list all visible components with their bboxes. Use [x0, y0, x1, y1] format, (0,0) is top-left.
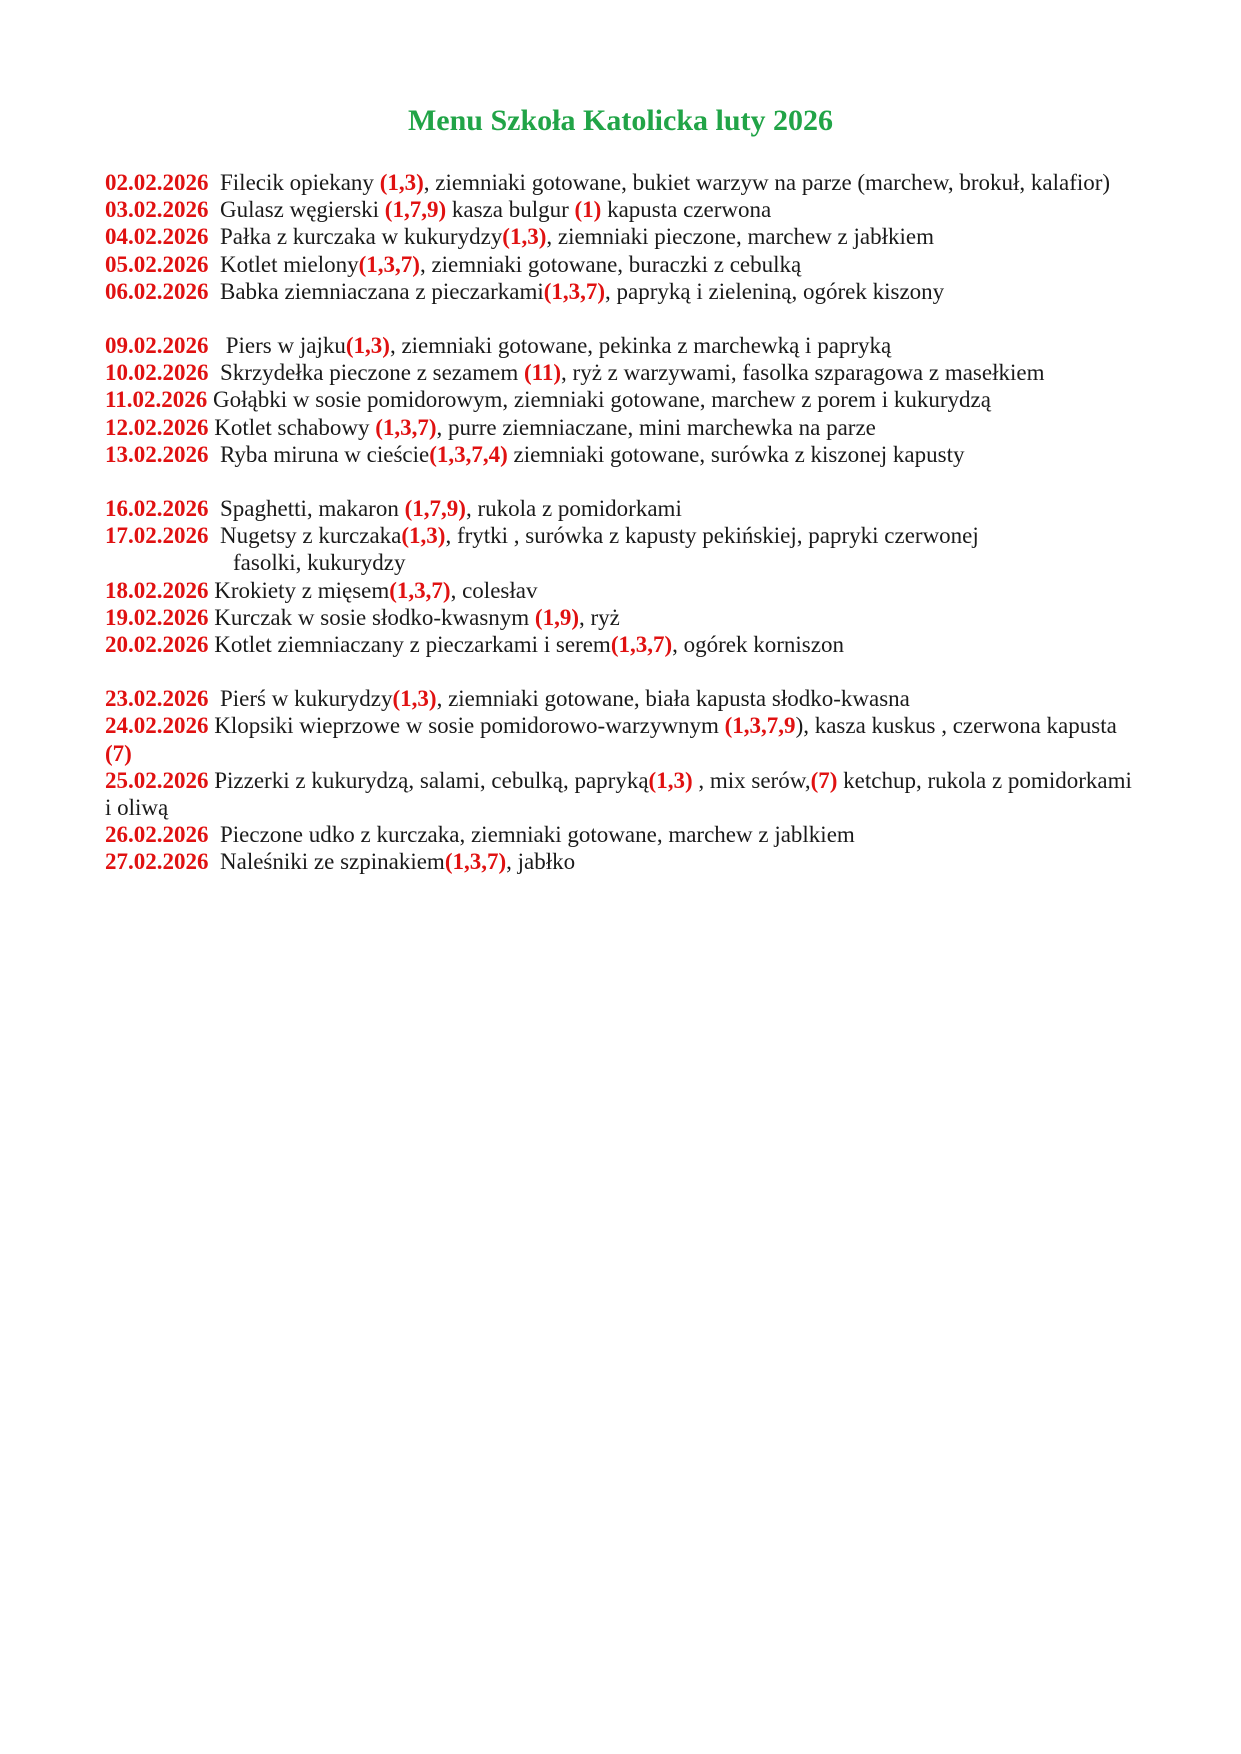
- dish-text: , ziemniaki gotowane, buraczki z cebulką: [419, 251, 802, 277]
- menu-entry: [105, 386, 1141, 413]
- allergen-codes: (1,3,7,4): [429, 441, 508, 467]
- entry-date: 26.02.2026: [105, 822, 209, 848]
- dish-text: , colesłav: [450, 577, 538, 603]
- allergen-codes: (1,7,9): [384, 197, 447, 223]
- allergen-codes: (1,3,7): [358, 251, 420, 277]
- dish-text: Kotlet schabowy: [214, 414, 376, 440]
- menu-entry: [105, 278, 1141, 305]
- dish-text: Kurczak w sosie słodko-kwasnym: [214, 604, 535, 630]
- entry-date: 02.02.2026: [105, 170, 209, 195]
- dish-text: Kotlet ziemniaczany z pieczarkami i serem: [214, 632, 611, 658]
- menu-list: [0, 169, 1241, 876]
- menu-entry: [105, 577, 1141, 604]
- dish-text: Pałka z kurczaka w kukurydzy: [220, 224, 503, 250]
- entry-date: 24.02.2026: [105, 713, 209, 739]
- entry-date: 20.02.2026: [105, 632, 209, 658]
- dish-text: ketchup, rukola z pomidorkami i oliwą: [105, 767, 1138, 821]
- dish-text: ), kasza kuskus , czerwona kapusta: [795, 713, 1123, 739]
- dish-text: Babka ziemniaczana z pieczarkami: [220, 278, 544, 304]
- dish-text: kapusta czerwona: [601, 197, 772, 223]
- dish-text: , ziemniaki gotowane, pekinka z marchewką i papryką: [389, 333, 892, 359]
- entry-continuation: fasolki, kukurydzy: [233, 550, 406, 576]
- entry-date: 13.02.2026: [105, 441, 209, 467]
- dish-text: , purre ziemniaczane, mini marchewka na parze: [436, 414, 876, 440]
- dish-text: Pierś w kukurydzy: [220, 686, 393, 712]
- allergen-codes: (1): [574, 197, 602, 223]
- menu-entry: [105, 169, 1141, 196]
- dish-text: Pizzerki z kukurydzą, salami, cebulką, papryką: [214, 767, 649, 793]
- dish-text: , papryką i zieleniną, ogórek kiszony: [605, 278, 945, 304]
- menu-entry: [105, 495, 1141, 522]
- menu-entry: [105, 196, 1141, 223]
- dish-text: Skrzydełka pieczone z sezamem: [220, 360, 524, 386]
- menu-entry: [105, 767, 1141, 821]
- dish-text: ziemniaki gotowane, surówka z kiszonej kapusty: [507, 441, 965, 467]
- entry-date: 23.02.2026: [105, 686, 209, 712]
- dish-text: Spaghetti, makaron: [220, 496, 405, 522]
- entry-date: 27.02.2026: [105, 849, 209, 875]
- menu-entry: [105, 441, 1141, 468]
- entry-date: 11.02.2026: [105, 387, 208, 413]
- dish-text: Pieczone udko z kurczaka, ziemniaki gotowane, marchew z jablkiem: [220, 822, 855, 848]
- allergen-codes: (1,9): [534, 604, 579, 630]
- allergen-codes: (1,3): [648, 767, 693, 793]
- page-title: Menu Szkoła Katolicka luty 2026: [407, 104, 834, 137]
- dish-text: Piers w jajku: [225, 333, 346, 359]
- dish-text: Filecik opiekany: [220, 170, 380, 195]
- allergen-codes: (1,3): [345, 333, 390, 359]
- menu-week-group: [105, 332, 1141, 468]
- menu-week-group: [105, 495, 1141, 658]
- entry-date: 18.02.2026: [105, 577, 209, 603]
- dish-text: , rukola z pomidorkami: [465, 496, 682, 522]
- dish-text: kasza bulgur: [446, 197, 575, 223]
- menu-entry: [105, 848, 1141, 875]
- dish-text: Ryba miruna w cieście: [220, 441, 430, 467]
- dish-text: Klopsiki wieprzowe w sosie pomidorowo-warzywnym: [214, 713, 725, 739]
- menu-entry: [105, 712, 1141, 766]
- dish-text: Krokiety z mięsem: [214, 577, 390, 603]
- entry-date: 09.02.2026: [105, 333, 209, 359]
- allergen-codes: (1,3,7): [444, 849, 507, 875]
- dish-text: , ziemniaki gotowane, bukiet warzyw na parze (marchew, brokuł, kalafior): [423, 170, 1111, 195]
- allergen-codes: (1,3,7): [610, 632, 673, 658]
- dish-text: Gołąbki w sosie pomidorowym, ziemniaki gotowane, marchew z porem i kukurydzą: [212, 387, 991, 413]
- allergen-codes: (1,3): [379, 170, 424, 195]
- dish-text: Kotlet mielony: [220, 251, 359, 277]
- dish-text: , ziemniaki pieczone, marchew z jabłkiem: [546, 224, 934, 250]
- menu-entry: [105, 251, 1141, 278]
- menu-week-group: [105, 169, 1141, 305]
- dish-text: , mix serów,: [692, 767, 811, 793]
- allergen-codes: (1,3,7): [389, 577, 451, 603]
- entry-date: 17.02.2026: [105, 523, 209, 549]
- dish-text: , ryż: [579, 604, 620, 630]
- dish-text: , ogórek korniszon: [672, 632, 844, 658]
- dish-text: , frytki , surówka z kapusty pekińskiej, papryki czerwonej: [445, 523, 979, 549]
- allergen-codes: (7): [105, 740, 132, 766]
- dish-text: Gulasz węgierski: [220, 197, 385, 223]
- menu-week-group: [105, 685, 1141, 875]
- dish-text: Naleśniki ze szpinakiem: [220, 849, 445, 875]
- menu-entry: [105, 522, 1141, 549]
- allergen-codes: (1,3,7,9: [724, 713, 796, 739]
- menu-entry: [105, 414, 1141, 441]
- entry-date: 16.02.2026: [105, 496, 209, 522]
- menu-entry: [105, 332, 1141, 359]
- menu-entry: [105, 631, 1141, 658]
- entry-date: 04.02.2026: [105, 224, 209, 250]
- allergen-codes: (1,3,7): [375, 414, 437, 440]
- menu-entry: [105, 604, 1141, 631]
- entry-date: 06.02.2026: [105, 278, 209, 304]
- dish-text: , ryż z warzywami, fasolka szparagowa z masełkiem: [561, 360, 1045, 386]
- entry-date: 12.02.2026: [105, 414, 209, 440]
- entry-date: 10.02.2026: [105, 360, 209, 386]
- allergen-codes: (1,3): [401, 523, 446, 549]
- entry-date: 05.02.2026: [105, 251, 209, 277]
- menu-entry: [105, 821, 1141, 848]
- entry-date: 03.02.2026: [105, 197, 209, 223]
- menu-entry: [105, 223, 1141, 250]
- entry-date: 25.02.2026: [105, 767, 209, 793]
- dish-text: , jabłko: [506, 849, 576, 875]
- menu-entry: [105, 685, 1141, 712]
- allergen-codes: (1,7,9): [404, 496, 466, 522]
- menu-entry: [105, 359, 1141, 386]
- allergen-codes: (1,3): [392, 686, 437, 712]
- dish-text: Nugetsy z kurczaka: [220, 523, 402, 549]
- allergen-codes: (7): [810, 767, 838, 793]
- allergen-codes: (1,3,7): [543, 278, 606, 304]
- dish-text: , ziemniaki gotowane, biała kapusta słodko-kwasna: [436, 686, 910, 712]
- entry-date: 19.02.2026: [105, 604, 209, 630]
- allergen-codes: (11): [523, 360, 562, 386]
- allergen-codes: (1,3): [502, 224, 547, 250]
